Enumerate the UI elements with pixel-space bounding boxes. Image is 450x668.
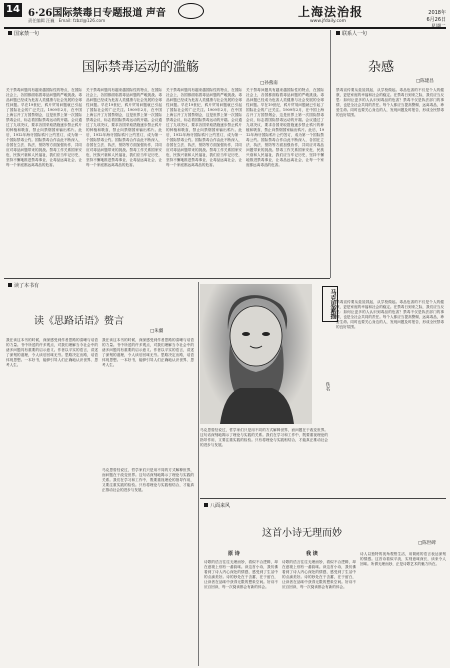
section-tag-bottom: 八面来风 [204,502,230,509]
byline-bottom: □陈世碑 [418,541,436,546]
main-column-2: 关于禁毒问题具有越来越国际性的特点，在国际社会上，各国都面临着毒品问题的严峻挑战。毒品问题已经成为危害人类健康与社会发展的全球性问题。早在19世纪，鸦片贸易问题就已引起了国际社会的广泛关注。1909年2月，在中国上海召开了万国禁烟会，这是世界上第一次国际禁毒会议，标志着国际禁毒运动的开端。会议通过了九项决议，要求各国采取措施逐步禁止鸦片的种植和吸食，禁止向禁烟国家输出鸦片。此后，1912年海牙国际鸦片公约签订，成为第一个国际禁毒公约。国际禁毒合作由此不断深入，各国在立法、执法、预防等方面加强协作，共同应对毒品问题带来的挑战。禁毒工作关系国家安危、民族兴衰和人民福祉，我们应当牢记历史，坚持不懈地推进禁毒事业，让毒品远离社会，让每一个家庭都远离毒品的危害。 [86,88,162,167]
portrait-sketch-icon [200,284,312,424]
divider-mid [4,278,330,279]
byline-left: □朱疆 [150,329,164,334]
right-column-top: 禁毒宣传要从娃娃抓起，从学校做起。毒品危害的不仅是个人的健康，更是家庭的幸福和社会的稳定。在禁毒日到来之际，我们应当反思：如何让更多的人认识到毒品的危害？禁毒不仅是执法部门的事情，也是全社会共同的责任。每个人都应当提高警惕，远离毒品，珍爱生命。同时也要关心身边的人，发现问题及时报告，形成全民禁毒的良好氛围。 [336,88,444,117]
right-column-bottom: 禁毒宣传要从娃娃抓起，从学校做起。毒品危害的不仅是个人的健康，更是家庭的幸福和社会的稳定。在禁毒日到来之际，我们应当反思：如何让更多的人认识到毒品的危害？禁毒不仅是执法部门的事情，也是全社会共同的责任。每个人都应当提高警惕，远离毒品，珍爱生命。同时也要关心身边的人，发现问题及时报告，形成全民禁毒的良好氛围。 [336,300,444,329]
poem-title-reading: 我 读 [306,551,318,557]
divider-bottom [200,498,446,499]
headline-right: 杂感 [368,60,395,75]
section-tag-left: 读了本书有 [8,282,39,289]
supplement-title: 6·26国际禁毒日专题报道 声音 [28,8,166,19]
column-divider-left [198,282,199,666]
date-day: 6月26日 [426,17,446,23]
main-column-4: 关于禁毒问题具有越来越国际性的特点，在国际社会上，各国都面临着毒品问题的严峻挑战。毒品问题已经成为危害人类健康与社会发展的全球性问题。早在19世纪，鸦片贸易问题就已引起了国际社会的广泛关注。1909年2月，在中国上海召开了万国禁烟会，这是世界上第一次国际禁毒会议，标志着国际禁毒运动的开端。会议通过了九项决议，要求各国采取措施逐步禁止鸦片的种植和吸食，禁止向禁烟国家输出鸦片。此后，1912年海牙国际鸦片公约签订，成为第一个国际禁毒公约。国际禁毒合作由此不断深入，各国在立法、执法、预防等方面加强协作，共同应对毒品问题带来的挑战。禁毒工作关系国家安危、民族兴衰和人民福祉，我们应当牢记历史，坚持不懈地推进禁毒事业，让毒品远离社会，让每一个家庭都远离毒品的危害。 [246,88,324,167]
masthead-emblem-icon [178,3,204,19]
left-column-1: 我在读这本书的时候，深深感受到作者思路的清晰与话语的力量。书中所述的许多观点，对我们理解当今社会中的诸多问题具有重要的启示意义。作者以平实的语言，讲述了深刻的道理，令人读后回味无穷。思路决定出路，话语体现思想。一本好书，能够引导人们正确地认识世界、思考人生。 [6,338,98,367]
section-tag-right: 联系人一句 [336,30,367,37]
column-divider-right [330,30,331,278]
masthead-rule [4,27,446,29]
left-column-2: 我在读这本书的时候，深深感受到作者思路的清晰与话语的力量。书中所述的许多观点，对我们理解当今社会中的诸多问题具有重要的启示意义。作者以平实的语言，讲述了深刻的道理，令人读后回味无穷。思路决定出路，话语体现思想。一本好书，能够引导人们正确地认识世界、思考人生。 [102,338,194,367]
poem-column-2: 诗歌的语言往往无理而妙，看似不合逻辑，却在意境上别有一番韵味。读这首小诗，我仿佛看到了诗人内心深处的情感，感受到了生活中的点滴美好。诗的妙处在于含蓄，在于留白，让读者在品味中获得无限的想象空间。好诗不厌百回读，每一次阅读都会有新的体会。 [282,560,356,589]
byline-right: □陈建昌 [416,79,434,84]
headline-left: 读《思路话语》赘言 [34,316,124,327]
paper-name: 上海法治报 [298,5,364,19]
left-column-3: 马克思曾经说过，哲学家们只是用不同的方式解释世界，而问题在于改变世界。这句话深刻地揭示了理论与实践的关系。我们在学习和工作中，既要重视理论的指导作用，又要注重实践的检验。只有将理论与实践相结合，才能真正推动社会的进步与发展。 [102,468,194,492]
editor-credits: 责任编辑 汪巍 Email: fzbzl@126.com [28,18,106,23]
section-tag-main: 国家禁一句 [8,30,39,37]
main-column-1: 关于禁毒问题具有越来越国际性的特点，在国际社会上，各国都面临着毒品问题的严峻挑战。毒品问题已经成为危害人类健康与社会发展的全球性问题。早在19世纪，鸦片贸易问题就已引起了国际社会的广泛关注。1909年2月，在中国上海召开了万国禁烟会，这是世界上第一次国际禁毒会议，标志着国际禁毒运动的开端。会议通过了九项决议，要求各国采取措施逐步禁止鸦片的种植和吸食，禁止向禁烟国家输出鸦片。此后，1912年海牙国际鸦片公约签订，成为第一个国际禁毒公约。国际禁毒合作由此不断深入，各国在立法、执法、预防等方面加强协作，共同应对毒品问题带来的挑战。禁毒工作关系国家安危、民族兴衰和人民福祉，我们应当牢记历史，坚持不懈地推进禁毒事业，让毒品远离社会，让每一个家庭都远离毒品的危害。 [6,88,82,167]
poem-title-original: 原 诗 [228,551,240,557]
website[interactable]: www.jfdaily.com [310,19,347,24]
page-number: 14 [4,3,22,17]
headline-bottom: 这首小诗无理而妙 [262,528,342,539]
poem-column-1: 诗歌的语言往往无理而妙，看似不合逻辑，却在意境上别有一番韵味。读这首小诗，我仿佛看到了诗人内心深处的情感，感受到了生活中的点滴美好。诗的妙处在于含蓄，在于留白，让读者在品味中获得无限的想象空间。好诗不厌百回读，每一次阅读都会有新的体会。 [204,560,278,589]
byline-main: □孙燕南 [260,81,278,86]
portrait-illustration [200,284,312,424]
date-year: 2018年 [428,10,446,16]
headline-main: 国际禁毒运动的滥觞 [82,60,200,75]
portrait-artist: 佚名 [325,382,330,391]
middle-column-text: 马克思曾经说过，哲学家们只是用不同的方式解释世界，而问题在于改变世界。这句话深刻地揭示了理论与实践的关系。我们在学习和工作中，既要重视理论的指导作用，又要注重实践的检验。只有将理论与实践相结合，才能真正推动社会的进步与发展。 [200,428,328,447]
portrait-caption: 马克思素描 [322,286,338,322]
poem-column-3: 诗人以独特的视角观察生活，用简练的语言表达深刻的情感。这首诗看似平淡，实则意味深长，读来令人回味。所谓无理而妙，正是诗歌艺术的魅力所在。 [360,552,446,566]
main-column-3: 关于禁毒问题具有越来越国际性的特点，在国际社会上，各国都面临着毒品问题的严峻挑战。毒品问题已经成为危害人类健康与社会发展的全球性问题。早在19世纪，鸦片贸易问题就已引起了国际社会的广泛关注。1909年2月，在中国上海召开了万国禁烟会，这是世界上第一次国际禁毒会议，标志着国际禁毒运动的开端。会议通过了九项决议，要求各国采取措施逐步禁止鸦片的种植和吸食，禁止向禁烟国家输出鸦片。此后，1912年海牙国际鸦片公约签订，成为第一个国际禁毒公约。国际禁毒合作由此不断深入，各国在立法、执法、预防等方面加强协作，共同应对毒品问题带来的挑战。禁毒工作关系国家安危、民族兴衰和人民福祉，我们应当牢记历史，坚持不懈地推进禁毒事业，让毒品远离社会，让每一个家庭都远离毒品的危害。 [166,88,242,167]
